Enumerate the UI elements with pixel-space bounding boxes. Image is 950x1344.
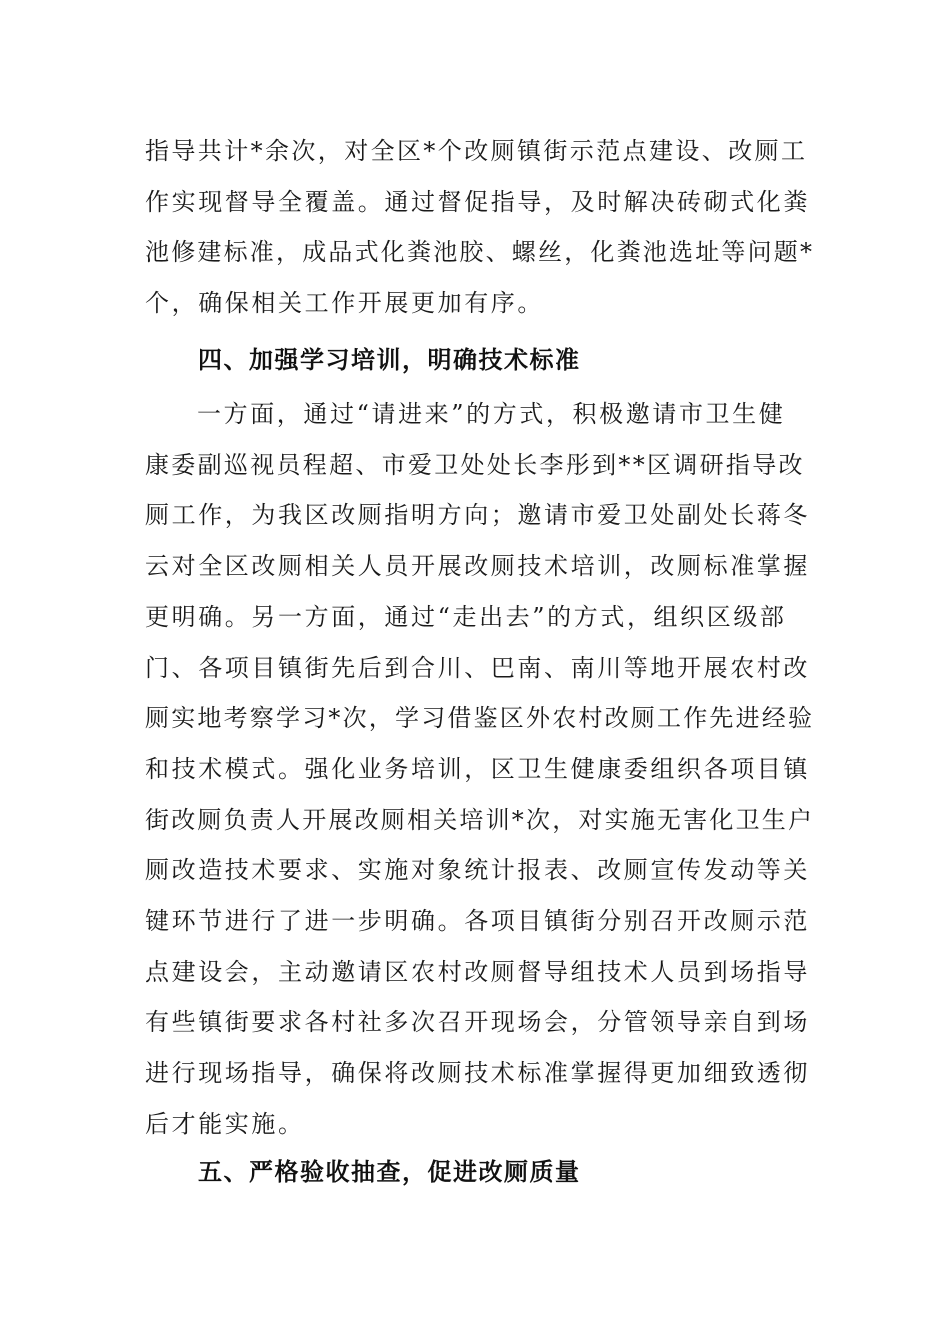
- paragraph-line: 键环节进行了进一步明确。各项目镇街分别召开改厕示范: [145, 907, 810, 936]
- paragraph-line: 康委副巡视员程超、市爱卫处处长李彤到**区调研指导改: [145, 450, 805, 479]
- paragraph-line: 作实现督导全覆盖。通过督促指导，及时解决砖砌式化粪: [145, 187, 810, 216]
- paragraph-line: 厕工作，为我区改厕指明方向；邀请市爱卫处副处长蒋冬: [145, 501, 810, 530]
- paragraph-line: 后才能实施。: [145, 1109, 305, 1138]
- paragraph-line: 云对全区改厕相关人员开展改厕技术培训，改厕标准掌握: [145, 552, 810, 581]
- paragraph-line: 厕实地考察学习*次，学习借鉴区外农村改厕工作先进经验: [145, 704, 815, 733]
- paragraph-4: [145, 389, 815, 1150]
- paragraph-line: 门、各项目镇街先后到合川、巴南、南川等地开展农村改: [145, 653, 810, 682]
- paragraph-line: 有些镇街要求各村社多次召开现场会，分管领导亲自到场: [145, 1008, 810, 1037]
- paragraph-line: 厕改造技术要求、实施对象统计报表、改厕宣传发动等关: [145, 856, 810, 885]
- section-heading-4: 四、加强学习培训，明确技术标准: [198, 346, 581, 374]
- paragraph-line: 和技术模式。强化业务培训，区卫生健康委组织各项目镇: [145, 754, 810, 783]
- paragraph-line: 池修建标准，成品式化粪池胶、螺丝，化粪池选址等问题*: [145, 238, 815, 267]
- paragraph-line: 街改厕负责人开展改厕相关培训*次，对实施无害化卫生户: [145, 805, 815, 834]
- section-heading-5: 五、严格验收抽查，促进改厕质量: [198, 1158, 581, 1186]
- paragraph-line: 进行现场指导，确保将改厕技术标准掌握得更加细致透彻: [145, 1059, 810, 1088]
- paragraph-line: 指导共计*余次，对全区*个改厕镇街示范点建设、改厕工: [145, 137, 808, 165]
- paragraph-line: 一方面，通过“请进来”的方式，积极邀请市卫生健: [197, 400, 786, 428]
- paragraph-continued: [145, 126, 815, 329]
- paragraph-line: 个，确保相关工作开展更加有序。: [145, 289, 544, 318]
- paragraph-line: 点建设会，主动邀请区农村改厕督导组技术人员到场指导: [145, 957, 810, 986]
- paragraph-line: 更明确。另一方面，通过“走出去”的方式，组织区级部: [145, 602, 787, 631]
